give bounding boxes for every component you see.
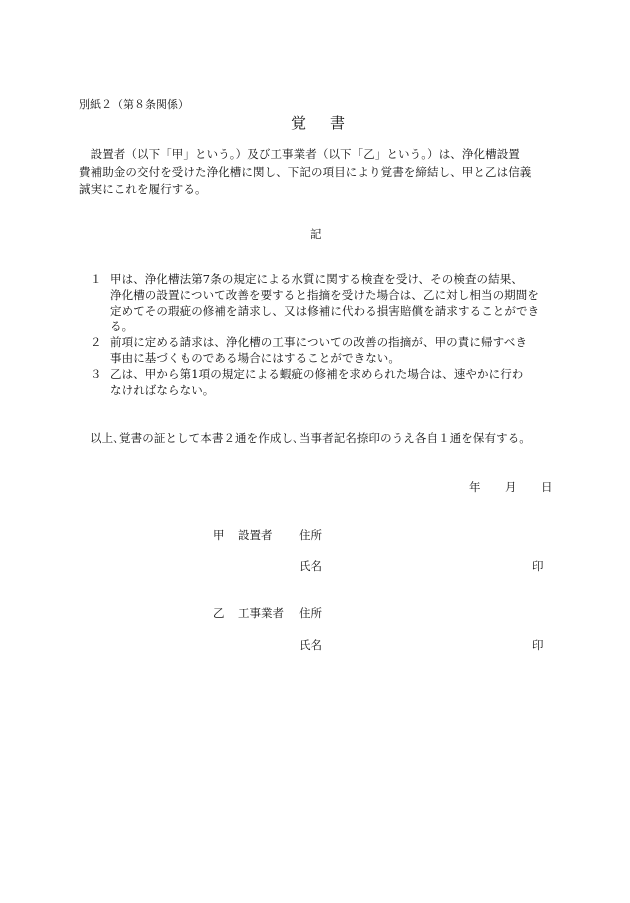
party-a-mark: 甲 xyxy=(213,528,225,542)
clause-line: 事由に基づくものである場合にはすることができない。 xyxy=(110,350,400,365)
party-a-seal: 印 xyxy=(532,559,544,573)
date-year: 年 xyxy=(469,480,481,494)
party-b-address-label: 住所 xyxy=(299,606,322,620)
intro-line: 設置者（以下「甲」という。）及び工事業者（以下「乙」という。）は、浄化槽設置 xyxy=(79,147,520,161)
date-month: 月 xyxy=(505,480,517,494)
clause-line: 甲は、浄化槽法第7条の規定による水質に関する検査を受け、その検査の結果、 xyxy=(110,272,523,286)
clause-line: 浄化槽の設置について改善を要すると指摘を受けた場合は、乙に対し相当の期間を xyxy=(110,287,539,302)
appendix-label: 別紙２（第８条関係） xyxy=(79,98,189,111)
party-b-mark: 乙 xyxy=(213,606,225,620)
clause-1 xyxy=(90,272,539,335)
clause-number: ２ xyxy=(90,335,102,350)
party-b-seal: 印 xyxy=(532,638,544,652)
title-char-2: 書 xyxy=(330,114,348,132)
clause-number: １ xyxy=(90,272,102,286)
document-title xyxy=(291,112,347,133)
party-a-address-label: 住所 xyxy=(299,528,322,542)
ki-heading: 記 xyxy=(310,227,322,241)
clause-line: 定めてその瑕疵の修補を請求し、又は修補に代わる損害賠償を請求することができ xyxy=(110,303,540,318)
party-a-role: 設置者 xyxy=(238,528,273,542)
clause-2 xyxy=(90,335,539,367)
date-day: 日 xyxy=(541,480,553,494)
party-b-name-label: 氏名 xyxy=(299,638,322,652)
intro-paragraph xyxy=(79,146,531,199)
party-b-role: 工事業者 xyxy=(238,606,284,620)
clause-line: 前項に定める請求は、浄化槽の工事についての改善の指摘が、甲の責に帰すべき xyxy=(110,335,528,350)
intro-line: 誠実にこれを履行する。 xyxy=(79,182,207,196)
title-char-1: 覚 xyxy=(291,114,309,132)
party-a-name-label: 氏名 xyxy=(299,559,322,573)
clause-line: る。 xyxy=(110,319,134,334)
clause-list xyxy=(90,272,539,398)
intro-line: 費補助金の交付を受けた浄化槽に関し、下記の項目により覚書を締結し、甲と乙は信義 xyxy=(79,164,532,179)
clause-line: なければならない。 xyxy=(110,382,215,397)
clause-number: ３ xyxy=(90,366,102,381)
clause-3 xyxy=(90,367,539,399)
clause-line: 乙は、甲から第1項の規定による蝦疵の修補を求められた場合は、速やかに行わ xyxy=(110,366,524,381)
closing-statement: 以上､覚書の証として本書２通を作成し､当事者記名捺印のうえ各自１通を保有する。 xyxy=(90,431,531,445)
